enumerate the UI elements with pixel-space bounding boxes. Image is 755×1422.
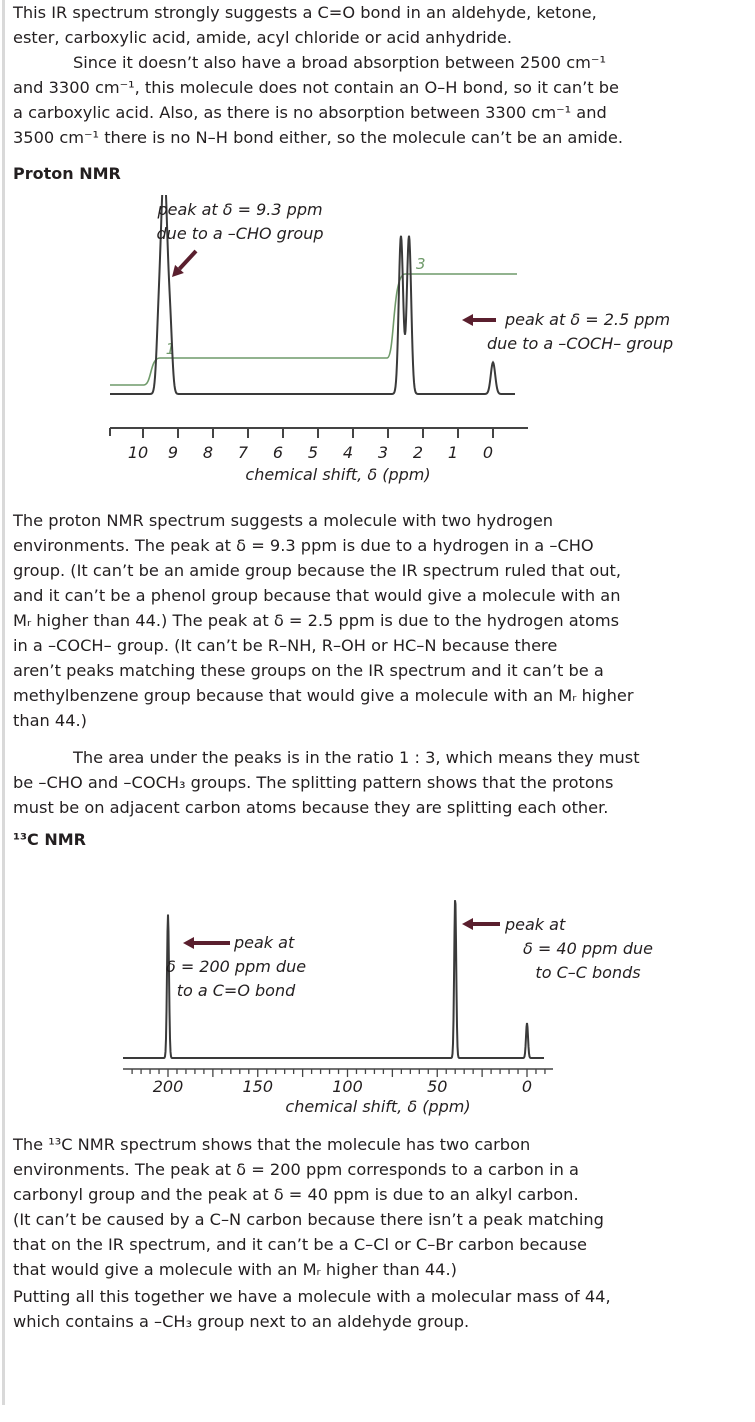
text-line: group. (It can’t be an amide group because the IR spectrum ruled that out, xyxy=(13,561,621,580)
text-line: Putting all this together we have a molecule with a molecular mass of 44, xyxy=(13,1287,611,1306)
tick-label: 50 xyxy=(427,1077,448,1096)
text-line: a carboxylic acid. Also, as there is no absorption between 3300 cm⁻¹ and xyxy=(13,103,607,122)
tick-label: 10 xyxy=(127,443,149,462)
intro-paragraph-1 xyxy=(13,0,597,50)
tick-label: 6 xyxy=(272,443,284,462)
tick-label: 0 xyxy=(521,1077,533,1096)
tick-label: 200 xyxy=(152,1077,184,1096)
annotation-text: δ = 200 ppm due xyxy=(165,957,307,976)
arrow-head xyxy=(462,918,473,930)
text-line: be –CHO and –COCH₃ groups. The splitting pattern shows that the protons xyxy=(13,773,614,792)
text-line: The proton NMR spectrum suggests a molecule with two hydrogen xyxy=(13,511,554,530)
annotation-text: δ = 40 ppm due xyxy=(523,939,653,958)
text-line: The area under the peaks is in the ratio 1 : 3, which means they must xyxy=(73,748,640,767)
proton-nmr-chart xyxy=(0,195,755,495)
text-line: Since it doesn’t also have a broad absorption between 2500 cm⁻¹ xyxy=(73,53,606,72)
annotation-text: due to a –CHO group xyxy=(156,224,324,243)
tick-label: 100 xyxy=(332,1077,363,1096)
carbon-paragraph xyxy=(13,1132,604,1282)
conclusion-paragraph xyxy=(13,1284,611,1334)
tick-label: 9 xyxy=(167,443,179,462)
text-line: carbonyl group and the peak at δ = 40 ppm is due to an alkyl carbon. xyxy=(13,1185,579,1204)
tick-label: 8 xyxy=(202,443,214,462)
tick-label: 7 xyxy=(237,443,249,462)
text-line: 3500 cm⁻¹ there is no N–H bond either, so the molecule can’t be an amide. xyxy=(13,128,623,147)
text-line: and it can’t be a phenol group because that would give a molecule with an xyxy=(13,586,621,605)
tick-label: 150 xyxy=(242,1077,274,1096)
intro-paragraph-2 xyxy=(13,50,623,150)
text-line: Mᵣ higher than 44.) The peak at δ = 2.5 ppm is due to the hydrogen atoms xyxy=(13,611,620,630)
arrow-shaft xyxy=(179,251,196,269)
tick-label: 3 xyxy=(377,443,389,462)
text-line: in a –COCH– group. (It can’t be R–NH, R–OH or HC–N because there xyxy=(13,636,558,655)
text-line: The ¹³C NMR spectrum shows that the molecule has two carbon xyxy=(13,1135,531,1154)
text-line: that on the IR spectrum, and it can’t be a C–Cl or C–Br carbon because xyxy=(13,1235,587,1254)
text-line: methylbenzene group because that would give a molecule with an Mᵣ higher xyxy=(13,686,634,705)
tick-label: 1 xyxy=(447,443,459,462)
tick-label: 2 xyxy=(412,443,424,462)
text-line: This IR spectrum strongly suggests a C=O bond in an aldehyde, ketone, xyxy=(13,3,597,22)
proton-paragraph-2 xyxy=(13,745,640,820)
arrow-head xyxy=(462,314,473,326)
tick-label: 0 xyxy=(482,443,494,462)
text-line: environments. The peak at δ = 9.3 ppm is due to a hydrogen in a –CHO xyxy=(13,536,594,555)
x-axis-label: chemical shift, δ (ppm) xyxy=(285,1097,471,1116)
annotation-text: peak at xyxy=(505,915,566,934)
annotation-text: due to a –COCH– group xyxy=(487,334,674,353)
text-line: (It can’t be caused by a C–N carbon because there isn’t a peak matching xyxy=(13,1210,604,1229)
annotation-text: to C–C bonds xyxy=(535,963,641,982)
text-line: aren’t peaks matching these groups on the IR spectrum and it can’t be a xyxy=(13,661,604,680)
annotation-text: to a C=O bond xyxy=(176,981,296,1000)
proton-paragraph-1 xyxy=(13,508,634,733)
annotation-text: peak at δ = 2.5 ppm xyxy=(505,310,671,329)
text-line: which contains a –CH₃ group next to an aldehyde group. xyxy=(13,1312,470,1331)
annotation-text: peak at xyxy=(234,933,295,952)
text-line: than 44.) xyxy=(13,711,87,730)
annotation-text: peak at δ = 9.3 ppm xyxy=(157,200,323,219)
text-line: and 3300 cm⁻¹, this molecule does not contain an O–H bond, so it can’t be xyxy=(13,78,620,97)
tick-label: 5 xyxy=(307,443,319,462)
x-axis-label: chemical shift, δ (ppm) xyxy=(245,465,431,484)
tick-label: 4 xyxy=(342,443,354,462)
text-line: environments. The peak at δ = 200 ppm corresponds to a carbon in a xyxy=(13,1160,579,1179)
text-line: that would give a molecule with an Mᵣ higher than 44.) xyxy=(13,1260,457,1279)
text-line: ester, carboxylic acid, amide, acyl chloride or acid anhydride. xyxy=(13,28,512,47)
carbon-nmr-heading: ¹³C NMR xyxy=(13,830,86,849)
integration-label: 3 xyxy=(416,255,426,273)
arrow-head xyxy=(183,937,194,949)
proton-nmr-heading: Proton NMR xyxy=(13,164,121,183)
integration-label: 1 xyxy=(165,340,176,358)
carbon-nmr-chart xyxy=(0,870,755,1120)
text-line: must be on adjacent carbon atoms because they are splitting each other. xyxy=(13,798,609,817)
